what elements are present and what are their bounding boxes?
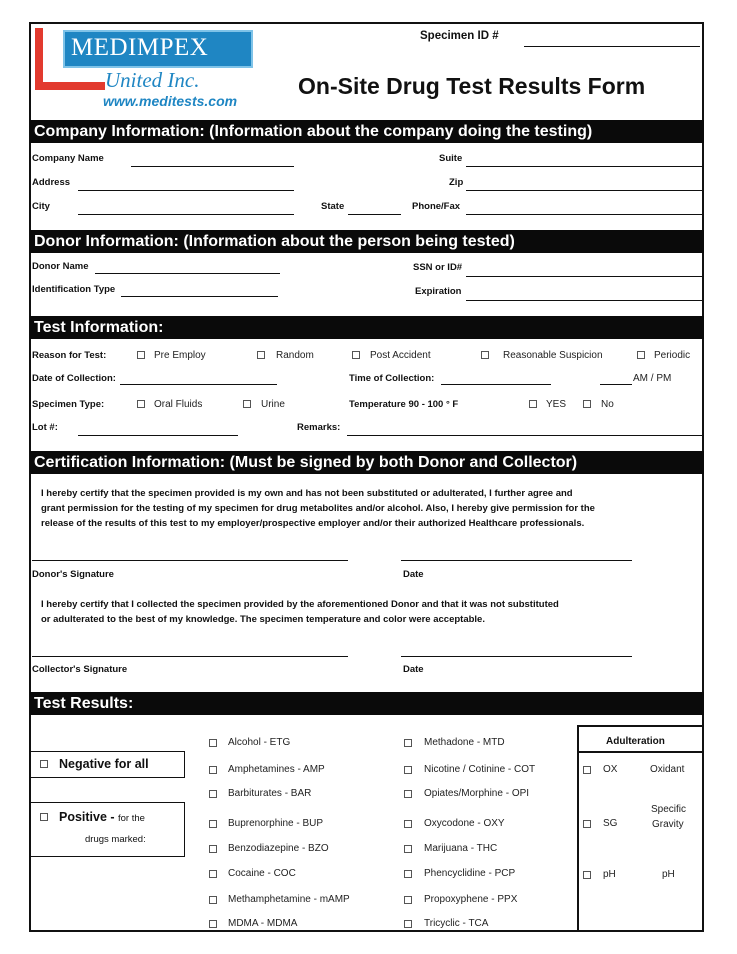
reason-post-accident-label: Post Accident	[370, 350, 431, 361]
adulteration-ox-name: Oxidant	[650, 764, 685, 775]
drug-cot-label: Nicotine / Cotinine - COT	[424, 764, 536, 775]
lot-field[interactable]	[78, 435, 238, 436]
donor-signature-field[interactable]	[32, 560, 348, 561]
company-section-heading: Company Information: (Information about the company doing the testing)	[30, 120, 704, 143]
drug-thc-label: Marijuana - THC	[424, 843, 498, 854]
drug-opi-checkbox[interactable]	[404, 790, 412, 798]
donor-section-heading: Donor Information: (Information about the person being tested)	[30, 230, 704, 253]
suite-field[interactable]	[466, 166, 702, 167]
adulteration-sg-code: SG	[603, 818, 618, 829]
positive-checkbox[interactable]	[40, 813, 48, 821]
drug-bzo-label: Benzodiazepine - BZO	[228, 843, 329, 854]
donor-certification-text	[41, 486, 595, 531]
collection-time-minutes-field[interactable]	[600, 384, 632, 385]
drug-oxy-label: Oxycodone - OXY	[424, 818, 505, 829]
adulteration-ox-code: OX	[603, 764, 618, 775]
reason-post-accident-checkbox[interactable]	[352, 351, 360, 359]
reason-periodic-checkbox[interactable]	[637, 351, 645, 359]
logo-url: www.meditests.com	[103, 93, 238, 109]
drug-tca-label: Tricyclic - TCA	[424, 918, 489, 929]
drug-amp-label: Amphetamines - AMP	[228, 764, 325, 775]
phone-field[interactable]	[466, 214, 702, 215]
positive-label: Positive -	[59, 810, 115, 824]
donor-date-field[interactable]	[401, 560, 632, 561]
collector-certification-text	[41, 597, 559, 627]
temp-yes-checkbox[interactable]	[529, 400, 537, 408]
reason-pre-employ-checkbox[interactable]	[137, 351, 145, 359]
collection-date-label: Date of Collection:	[32, 373, 116, 384]
donor-cert-line-1: I hereby certify that the specimen provided is my own and has not been substituted or adulterated, I further agree and	[41, 488, 573, 499]
collector-cert-line-2: or adulterated to the best of my knowledge. The specimen temperature and color were acceptable.	[41, 614, 485, 625]
company-name-field[interactable]	[131, 166, 294, 167]
drug-oxy-checkbox[interactable]	[404, 820, 412, 828]
expiration-field[interactable]	[466, 300, 702, 301]
drug-coc-label: Cocaine - COC	[228, 868, 296, 879]
reason-random-checkbox[interactable]	[257, 351, 265, 359]
drug-opi-label: Opiates/Morphine - OPI	[424, 788, 530, 799]
reason-pre-employ-label: Pre Employ	[154, 350, 206, 361]
certification-heading: Certification Information: (Must be signed by both Donor and Collector)	[30, 451, 704, 474]
drug-bzo-checkbox[interactable]	[209, 845, 217, 853]
drug-bar-checkbox[interactable]	[209, 790, 217, 798]
drug-pcp-label: Phencyclidine - PCP	[424, 868, 516, 879]
test-info-heading: Test Information:	[30, 316, 704, 339]
address-field[interactable]	[78, 190, 294, 191]
city-label: City	[32, 201, 50, 212]
specimen-type-label: Specimen Type:	[32, 399, 105, 410]
urine-label: Urine	[261, 399, 285, 410]
positive-suffix-2: drugs marked:	[85, 834, 146, 845]
collector-date-label: Date	[403, 664, 424, 675]
id-type-field[interactable]	[121, 296, 278, 297]
drug-mamp-checkbox[interactable]	[209, 896, 217, 904]
test-results-heading: Test Results:	[30, 692, 704, 715]
zip-field[interactable]	[466, 190, 702, 191]
positive-suffix: for the	[118, 813, 145, 824]
adulteration-sg-name: Specific	[651, 804, 687, 815]
donor-cert-line-3: release of the results of this test to my employer/prospective employer and/or their authorized Healthcare professionals.	[41, 518, 585, 529]
adulteration-sg-checkbox[interactable]	[583, 820, 591, 828]
reason-suspicion-checkbox[interactable]	[481, 351, 489, 359]
donor-signature-label: Donor's Signature	[32, 569, 114, 580]
logo-sub: United Inc.	[105, 68, 200, 92]
city-field[interactable]	[78, 214, 294, 215]
adulteration-ph-name: pH	[662, 869, 675, 880]
ssn-field[interactable]	[466, 276, 702, 277]
drug-bar-label: Barbiturates - BAR	[228, 788, 312, 799]
state-label: State	[321, 201, 345, 212]
drug-tca-checkbox[interactable]	[404, 920, 412, 928]
logo-red-base	[35, 82, 105, 90]
adulteration-title: Adulteration	[606, 736, 665, 747]
drug-coc-checkbox[interactable]	[209, 870, 217, 878]
specimen-id-field[interactable]	[524, 46, 700, 47]
reason-label: Reason for Test:	[32, 350, 107, 361]
company-name-label: Company Name	[32, 153, 104, 164]
lot-label: Lot #:	[32, 422, 58, 433]
drug-ppx-label: Propoxyphene - PPX	[424, 894, 518, 905]
id-type-label: Identification Type	[32, 284, 116, 295]
adulteration-box	[577, 725, 704, 932]
oral-fluids-label: Oral Fluids	[154, 399, 203, 410]
collector-cert-line-1: I hereby certify that I collected the specimen provided by the aforementioned Donor and that it was not substituted	[41, 599, 559, 610]
suite-label: Suite	[439, 153, 463, 164]
collection-time-field[interactable]	[441, 384, 551, 385]
adulteration-ph-checkbox[interactable]	[583, 871, 591, 879]
adulteration-ph-code: pH	[603, 869, 616, 880]
drug-mdma-label: MDMA - MDMA	[228, 918, 298, 929]
adulteration-ox-checkbox[interactable]	[583, 766, 591, 774]
page-title: On-Site Drug Test Results Form	[298, 73, 646, 99]
specimen-id-label: Specimen ID #	[420, 30, 499, 42]
negative-checkbox[interactable]	[40, 760, 48, 768]
drug-mtd-checkbox[interactable]	[404, 739, 412, 747]
address-label: Address	[32, 177, 71, 188]
temp-no-checkbox[interactable]	[583, 400, 591, 408]
drug-pcp-checkbox[interactable]	[404, 870, 412, 878]
logo-name: MEDIMPEX	[71, 34, 209, 61]
remarks-label: Remarks:	[297, 422, 341, 433]
collection-date-field[interactable]	[120, 384, 277, 385]
adulteration-sg-name-2: Gravity	[652, 819, 684, 830]
drug-etg-checkbox[interactable]	[209, 739, 217, 747]
remarks-field[interactable]	[347, 435, 702, 436]
expiration-label: Expiration	[415, 286, 462, 297]
collector-date-field[interactable]	[401, 656, 632, 657]
donor-name-field[interactable]	[95, 273, 280, 274]
drug-mdma-checkbox[interactable]	[209, 920, 217, 928]
oral-fluids-checkbox[interactable]	[137, 400, 145, 408]
drug-etg-label: Alcohol - ETG	[228, 737, 291, 748]
drug-cot-checkbox[interactable]	[404, 766, 412, 774]
temp-yes-label: YES	[546, 399, 567, 410]
ssn-label: SSN or ID#	[413, 262, 463, 273]
reason-suspicion-label: Reasonable Suspicion	[503, 350, 603, 361]
collector-signature-label: Collector's Signature	[32, 664, 128, 675]
temp-no-label: No	[601, 399, 614, 410]
drug-thc-checkbox[interactable]	[404, 845, 412, 853]
logo	[35, 28, 260, 112]
drug-ppx-checkbox[interactable]	[404, 896, 412, 904]
negative-label: Negative for all	[59, 757, 149, 771]
donor-cert-line-2: grant permission for the testing of my specimen for drug metabolites and/or alcohol. Also, I hereby give permission for the	[41, 503, 595, 514]
ampm-label: AM / PM	[633, 373, 672, 384]
reason-periodic-label: Periodic	[654, 350, 691, 361]
drug-mamp-label: Methamphetamine - mAMP	[228, 894, 350, 905]
adulteration-divider	[577, 751, 704, 753]
drug-amp-checkbox[interactable]	[209, 766, 217, 774]
temperature-label: Temperature 90 - 100 ° F	[349, 399, 459, 410]
logo-red-corner	[35, 28, 43, 90]
zip-label: Zip	[449, 177, 464, 188]
state-field[interactable]	[348, 214, 401, 215]
collector-signature-field[interactable]	[32, 656, 348, 657]
reason-random-label: Random	[276, 350, 314, 361]
donor-name-label: Donor Name	[32, 261, 89, 272]
drug-bup-label: Buprenorphine - BUP	[228, 818, 324, 829]
collection-time-label: Time of Collection:	[349, 373, 435, 384]
urine-checkbox[interactable]	[243, 400, 251, 408]
drug-bup-checkbox[interactable]	[209, 820, 217, 828]
donor-date-label: Date	[403, 569, 424, 580]
phone-label: Phone/Fax	[412, 201, 461, 212]
drug-mtd-label: Methadone - MTD	[424, 737, 505, 748]
